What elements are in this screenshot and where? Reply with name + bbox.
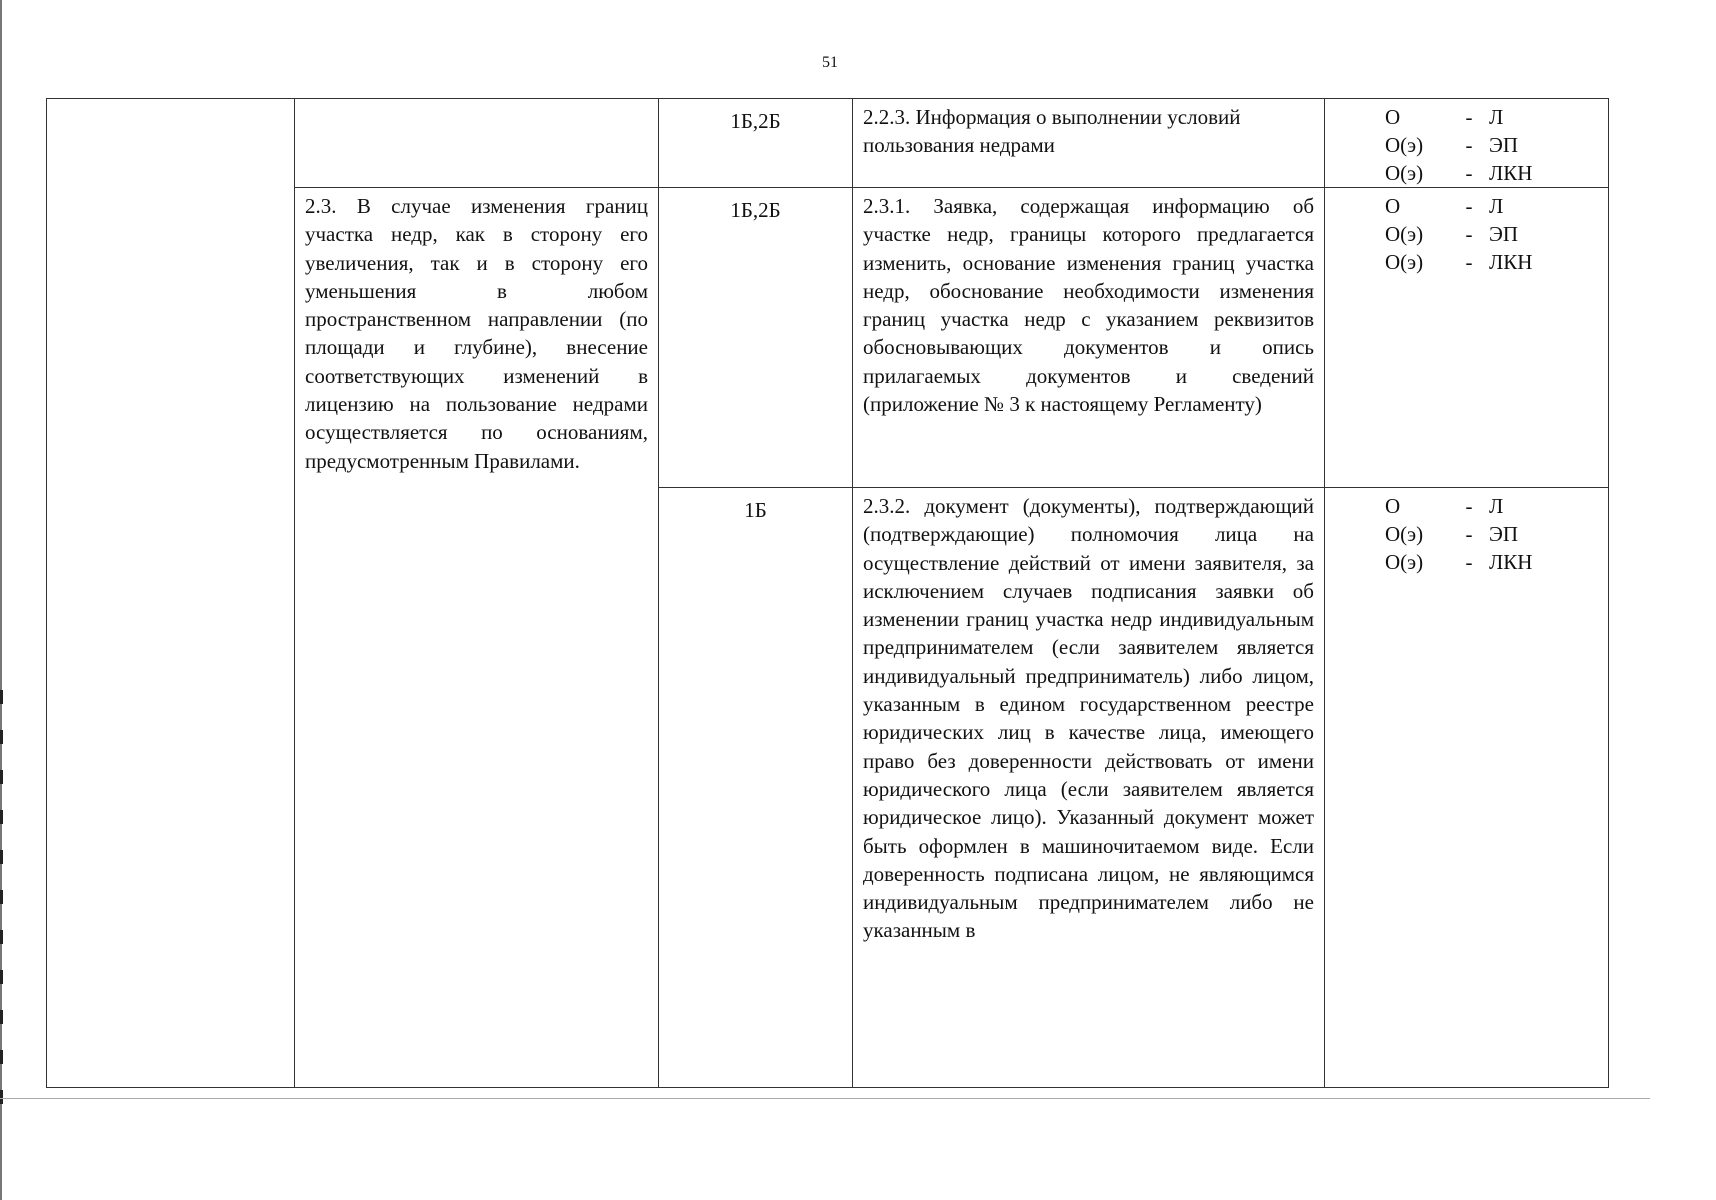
rights-line: О(э) - ЛКН xyxy=(1385,161,1533,185)
rights-line: О(э) - ЭП xyxy=(1385,522,1519,546)
code-cell xyxy=(659,99,853,188)
table-row xyxy=(47,99,1609,188)
rights-cell xyxy=(1325,99,1609,188)
rights-cell xyxy=(1325,188,1609,488)
document-code: 1Б,2Б xyxy=(730,109,781,133)
document-text: 2.3.2. документ (документы), подтверждающий (подтверждающие) полномочия лица на осуществление действий от имени заявителя, за исключением случаев подписания заявки об изменении границ участка недр индивидуальным предпринимателем (если заявителем является индивидуальный предприниматель) либо лицом, указанным в едином государственном реестре юридических лиц в качестве лица, имеющего право без доверенности действовать от имени юридического лица (если заявителем является юридическое лицо). Указанный документ может быть оформлен в машиночитаемом виде. Если доверенность подписана лицом, не являющимся индивидуальным предпринимателем либо не указанным в xyxy=(863,494,1314,943)
page-number: 51 xyxy=(822,54,838,71)
rights-line: О(э) - ЭП xyxy=(1385,222,1519,246)
document-code: 1Б,2Б xyxy=(730,198,781,222)
procedure-cell-empty xyxy=(295,99,659,188)
rights-line: О(э) - ЛКН xyxy=(1385,250,1533,274)
code-cell xyxy=(659,488,853,1088)
regulation-table xyxy=(46,98,1609,1088)
document-text: 2.3.1. Заявка, содержащая информацию об участке недр, границы которого предлагается изменить, основание изменения границ участка недр, обоснование необходимости изменения границ участка недр с указанием реквизитов обосновывающих документов и опись прилагаемых документов и сведений (приложение № 3 к настоящему Регламенту) xyxy=(863,194,1314,417)
document-cell xyxy=(853,99,1325,188)
rights-line: О - Л xyxy=(1385,194,1504,218)
scan-edge-marks xyxy=(0,690,3,1110)
document-cell xyxy=(853,488,1325,1088)
stage-cell xyxy=(47,99,295,1088)
rights-line: О - Л xyxy=(1385,494,1504,518)
rights-line: О - Л xyxy=(1385,105,1504,129)
procedure-text: 2.3. В случае изменения границ участка недр, как в сторону его увеличения, так и в сторону его уменьшения в любом пространственном направлении (по площади и глубине), внесение соответствующих изменений в лицензию на пользование недрами осуществляется по основаниям, предусмотренным Правилами. xyxy=(305,194,648,473)
rights-cell xyxy=(1325,488,1609,1088)
rights-line: О(э) - ЛКН xyxy=(1385,550,1533,574)
scan-bottom-rule xyxy=(0,1098,1650,1099)
document-cell xyxy=(853,188,1325,488)
procedure-cell xyxy=(295,188,659,1088)
document-code: 1Б xyxy=(744,498,767,522)
rights-line: О(э) - ЭП xyxy=(1385,133,1519,157)
code-cell xyxy=(659,188,853,488)
document-text: 2.2.3. Информация о выполнении условий пользования недрами xyxy=(863,105,1241,158)
